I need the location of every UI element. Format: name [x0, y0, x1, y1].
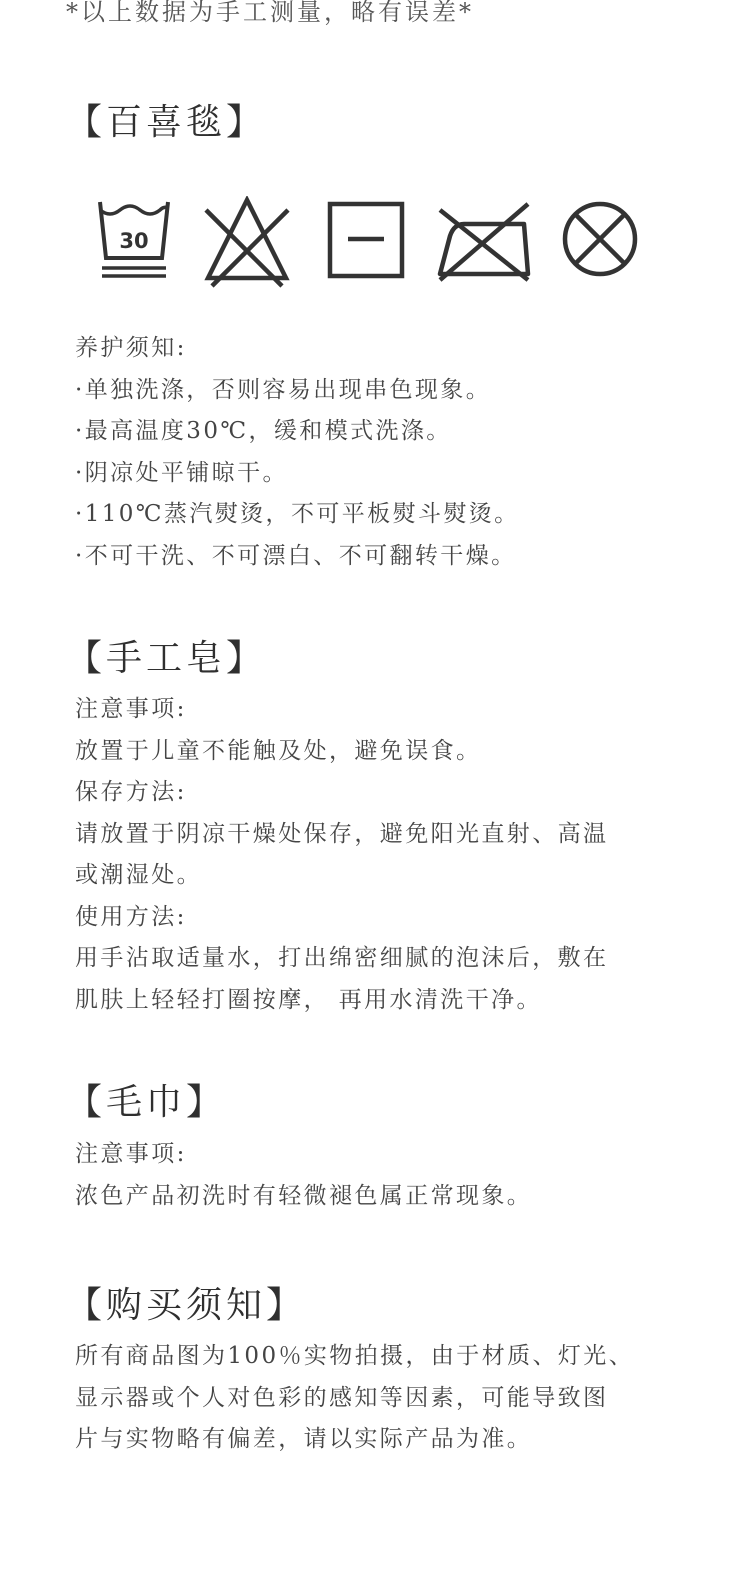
wash-30-icon: [94, 196, 174, 288]
purchase-line: 显示器或个人对色彩的感知等因素，可能导致图: [75, 1384, 609, 1411]
soap-line: 注意事项:: [75, 696, 187, 722]
dry-flat-icon: [326, 196, 406, 288]
care-heading: 养护须知:: [75, 335, 187, 361]
care-icons-row: [90, 196, 650, 288]
section-title-blanket: 【百喜毯】: [66, 102, 267, 143]
no-tumble-dry-icon: [560, 196, 640, 288]
care-item: ·不可干洗、不可漂白、不可翻转干燥。: [75, 542, 517, 569]
purchase-notes: [75, 1336, 675, 1461]
soap-line: 或潮湿处。: [75, 862, 202, 888]
section-title-purchase: 【购买须知】: [66, 1285, 307, 1326]
care-item: ·最高温度30℃，缓和模式洗涤。: [75, 418, 452, 444]
towel-line: 注意事项:: [75, 1141, 187, 1167]
soap-line: 使用方法:: [75, 903, 187, 930]
section-title-towel: 【毛巾】: [66, 1082, 227, 1123]
towel-notes: [75, 1134, 675, 1217]
soap-line: 保存方法:: [75, 779, 187, 805]
no-iron-icon: [434, 196, 534, 288]
soap-notes: [75, 689, 675, 1021]
section-title-soap: 【手工皂】: [66, 638, 267, 679]
purchase-line: 所有商品图为100％实物拍摄，由于材质、灯光、: [75, 1343, 635, 1369]
soap-line: 用手沾取适量水，打出绵密细腻的泡沫后，敷在: [75, 945, 609, 971]
measurement-note: *以上数据为手工测量，略有误差*: [66, 0, 474, 26]
purchase-line: 片与实物略有偏差，请以实际产品为准。: [75, 1426, 533, 1452]
no-bleach-icon: [202, 196, 292, 288]
soap-line: 放置于儿童不能触及处，避免误食。: [75, 737, 482, 764]
care-item: ·单独洗涤，否则容易出现串色现象。: [75, 376, 492, 403]
towel-line: 浓色产品初洗时有轻微褪色属正常现象。: [75, 1182, 533, 1209]
soap-line: 肌肤上轻轻打圈按摩， 再用水清洗干净。: [75, 986, 542, 1013]
care-item: ·阴凉处平铺晾干。: [75, 459, 288, 486]
wash-temp-label: 30: [119, 229, 149, 253]
soap-line: 请放置于阴凉干燥处保存，避免阳光直射、高温: [75, 820, 609, 847]
care-item: ·110℃蒸汽熨烫，不可平板熨斗熨烫。: [75, 501, 520, 527]
blanket-care-notes: [75, 328, 675, 577]
